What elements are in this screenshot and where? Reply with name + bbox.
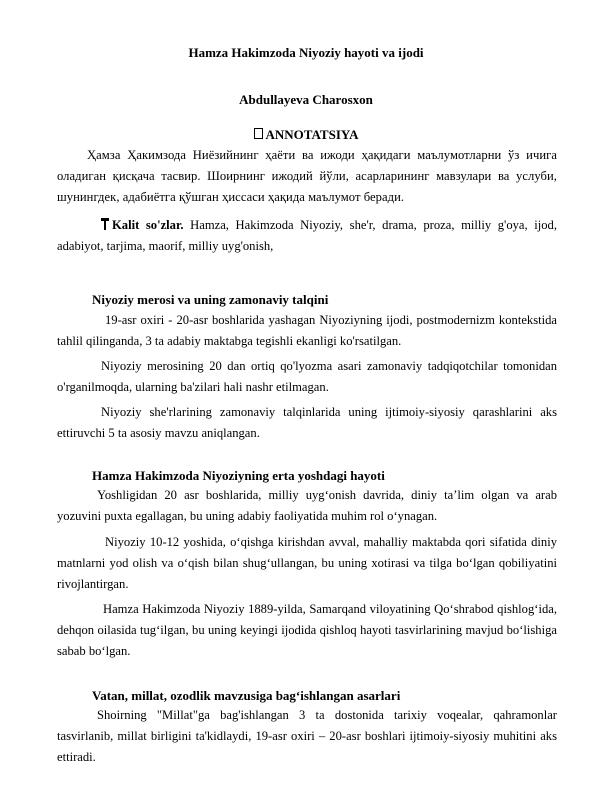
keywords-label: Kalit so'zlar. — [112, 218, 184, 232]
keywords-text: Hamza, Hakimzoda Niyoziy, she'r, drama, proza, milliy g'oya, ijod, adabiyot, tarjima, maorif, milliy uyg'onish, — [57, 218, 557, 253]
annotation-heading-line — [0, 127, 612, 143]
section-paragraph: Yoshligidan 20 asr boshlarida, milliy uyg‘onish davrida, diniy ta’lim olgan va arab yozuvini puxta egallagan, bu uning adabiy faoliyatida muhim rol o‘ynagan. — [57, 488, 557, 523]
paper-title: Hamza Hakimzoda Niyoziy hayoti va ijodi — [188, 45, 424, 60]
section-paragraph: Niyoziy merosining 20 dan ortiq qo'lyozma asari zamonaviy tadqiqotchilar tomonidan o'rganilmoqda, ularning ba'zilari hali nashr etilmagan. — [57, 359, 557, 394]
annotation-paragraph: Ҳамза Ҳакимзода Ниёзийнинг ҳаёти ва ижоди ҳақидаги маълумотларни ўз ичига оладиган қисқача тасвир. Шоирнинг ижодий йўли, асарларининг мавзулари ва услуби, шунингдек, адабиётга қўшган ҳиссаси ҳақида маълумот беради. — [57, 148, 557, 204]
annotation-heading: ANNOTATSIYA — [265, 127, 359, 142]
section-heading: Vatan, millat, ozodlik mavzusiga bag‘ishlangan asarlari — [92, 688, 401, 703]
section-paragraph: Shoirning "Millat"ga bag'ishlangan 3 ta dostonida tarixiy voqealar, qahramonlar tasvirlanib, millat birligini ta'kidlaydi, 19-asr oxiri – 20-asr boshlari ijtimoiy-siyosiy muhitini aks ettiradi. — [57, 708, 557, 764]
key-pin-icon — [101, 218, 109, 230]
section-paragraph: 19-asr oxiri - 20-asr boshlarida yashagan Niyoziyning ijodi, postmodernizm kontekstida tahlil qilinganda, 3 ta adabiy maktabga tegishli ekanligi ko'rsatilgan. — [57, 313, 557, 348]
checkbox-icon — [254, 128, 263, 139]
keywords-paragraph — [57, 215, 557, 257]
section-paragraph: Niyoziy she'rlarining zamonaviy talqinlarida uning ijtimoiy-siyosiy qarashlarini aks ettiruvchi 5 ta asosiy mavzu aniqlangan. — [57, 405, 557, 440]
section-heading: Niyoziy merosi va uning zamonaviy talqini — [92, 292, 329, 307]
section-paragraph: Niyoziy 10-12 yoshida, o‘qishga kirishdan avval, mahalliy maktabda qori sifatida diniy matnlarni yod olish va o‘qish bilan shug‘ullangan, bu uning xotirasi va tilga bo‘lgan qobiliyatini rivojlantirgan. — [57, 535, 557, 591]
section-heading: Hamza Hakimzoda Niyoziyning erta yoshdagi hayoti — [92, 468, 385, 483]
author-name: Abdullayeva Charosxon — [239, 92, 373, 107]
section-paragraph: Hamza Hakimzoda Niyoziy 1889-yilda, Samarqand viloyatining Qo‘shrabod qishlog‘ida, dehqon oilasida tug‘ilgan, bu uning keyingi ijodida qishloq hayoti tasvirlarining mavjud bo‘lishiga sabab bo‘lgan. — [57, 602, 557, 658]
